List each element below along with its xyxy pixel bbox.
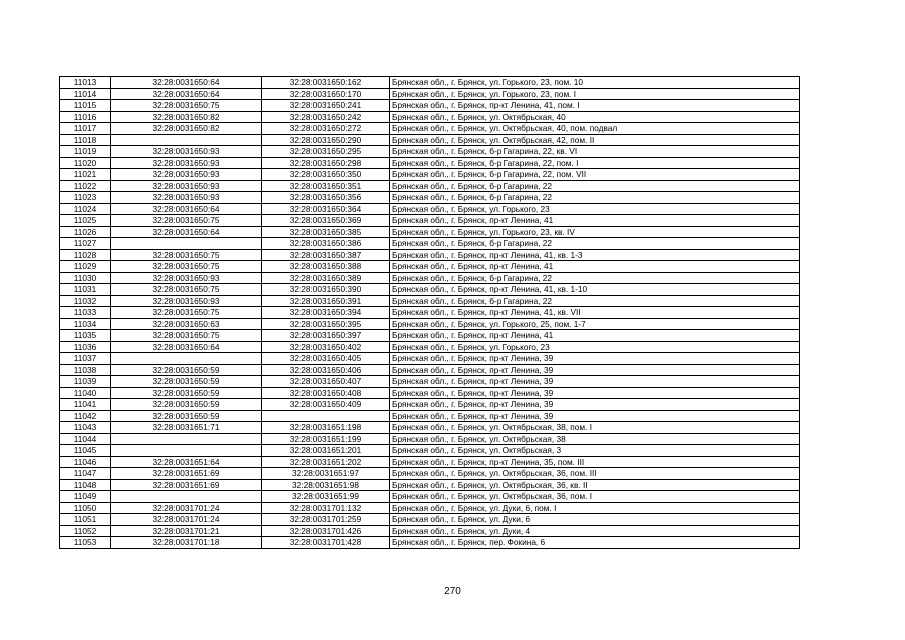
address-cell: Брянская обл., г. Брянск, пр-кт Ленина, 41 (390, 261, 800, 273)
row-number: 11015 (60, 100, 111, 112)
object-cadastral-number: 32:28:0031701:132 (262, 502, 390, 514)
table-row (60, 468, 800, 480)
land-cadastral-number (111, 353, 262, 365)
object-cadastral-number: 32:28:0031650:391 (262, 295, 390, 307)
address-cell: Брянская обл., г. Брянск, пр-кт Ленина, 39 (390, 399, 800, 411)
address-cell: Брянская обл., г. Брянск, ул. Горького, 23, пом. 10 (390, 77, 800, 89)
land-cadastral-number: 32:28:0031650:59 (111, 387, 262, 399)
address-cell: Брянская обл., г. Брянск, пр-кт Ленина, 41, пом. I (390, 100, 800, 112)
row-number: 11038 (60, 364, 111, 376)
row-number: 11022 (60, 180, 111, 192)
row-number: 11014 (60, 88, 111, 100)
row-number: 11023 (60, 192, 111, 204)
land-cadastral-number: 32:28:0031701:24 (111, 502, 262, 514)
address-cell: Брянская обл., г. Брянск, ул. Октябрьская, 38 (390, 433, 800, 445)
address-cell: Брянская обл., г. Брянск, ул. Горького, 23 (390, 341, 800, 353)
row-number: 11030 (60, 272, 111, 284)
land-cadastral-number: 32:28:0031650:63 (111, 318, 262, 330)
address-cell: Брянская обл., г. Брянск, ул. Горького, 23 (390, 203, 800, 215)
row-number: 11036 (60, 341, 111, 353)
object-cadastral-number: 32:28:0031650:295 (262, 146, 390, 158)
land-cadastral-number: 32:28:0031701:21 (111, 525, 262, 537)
address-cell: Брянская обл., г. Брянск, пер. Фокина, 6 (390, 537, 800, 549)
address-cell: Брянская обл., г. Брянск, ул. Октябрьская, 40 (390, 111, 800, 123)
table-row (60, 146, 800, 158)
address-cell: Брянская обл., г. Брянск, пр-кт Ленина, 35, пом. III (390, 456, 800, 468)
table-row (60, 88, 800, 100)
land-cadastral-number: 32:28:0031650:75 (111, 330, 262, 342)
address-cell: Брянская обл., г. Брянск, ул. Горького, 23, кв. IV (390, 226, 800, 238)
address-cell: Брянская обл., г. Брянск, ул. Дуки, 4 (390, 525, 800, 537)
object-cadastral-number: 32:28:0031701:428 (262, 537, 390, 549)
land-cadastral-number: 32:28:0031650:93 (111, 192, 262, 204)
address-cell: Брянская обл., г. Брянск, б-р Гагарина, 22, кв. VI (390, 146, 800, 158)
object-cadastral-number: 32:28:0031650:395 (262, 318, 390, 330)
object-cadastral-number (262, 410, 390, 422)
land-cadastral-number: 32:28:0031650:93 (111, 146, 262, 158)
row-number: 11032 (60, 295, 111, 307)
row-number: 11049 (60, 491, 111, 503)
row-number: 11016 (60, 111, 111, 123)
table-row (60, 479, 800, 491)
object-cadastral-number: 32:28:0031650:170 (262, 88, 390, 100)
row-number: 11035 (60, 330, 111, 342)
row-number: 11031 (60, 284, 111, 296)
address-cell: Брянская обл., г. Брянск, пр-кт Ленина, 39 (390, 410, 800, 422)
table-row (60, 157, 800, 169)
table-row (60, 318, 800, 330)
land-cadastral-number (111, 491, 262, 503)
object-cadastral-number: 32:28:0031650:364 (262, 203, 390, 215)
row-number: 11046 (60, 456, 111, 468)
land-cadastral-number: 32:28:0031651:69 (111, 468, 262, 480)
land-cadastral-number: 32:28:0031650:93 (111, 295, 262, 307)
address-cell: Брянская обл., г. Брянск, пр-кт Ленина, 39 (390, 387, 800, 399)
table-row (60, 272, 800, 284)
table-row (60, 100, 800, 112)
row-number: 11051 (60, 514, 111, 526)
address-cell: Брянская обл., г. Брянск, б-р Гагарина, 22 (390, 295, 800, 307)
table-row (60, 134, 800, 146)
object-cadastral-number: 32:28:0031651:97 (262, 468, 390, 480)
land-cadastral-number: 32:28:0031650:75 (111, 100, 262, 112)
object-cadastral-number: 32:28:0031650:386 (262, 238, 390, 250)
land-cadastral-number: 32:28:0031650:59 (111, 364, 262, 376)
row-number: 11050 (60, 502, 111, 514)
registry-table (59, 76, 800, 549)
table-row (60, 422, 800, 434)
address-cell: Брянская обл., г. Брянск, ул. Октябрьская, 42, пом. II (390, 134, 800, 146)
land-cadastral-number: 32:28:0031650:82 (111, 123, 262, 135)
address-cell: Брянская обл., г. Брянск, б-р Гагарина, 22, пом. VII (390, 169, 800, 181)
table-row (60, 226, 800, 238)
row-number: 11040 (60, 387, 111, 399)
row-number: 11037 (60, 353, 111, 365)
address-cell: Брянская обл., г. Брянск, пр-кт Ленина, 41, кв. 1-3 (390, 249, 800, 261)
land-cadastral-number: 32:28:0031651:64 (111, 456, 262, 468)
row-number: 11043 (60, 422, 111, 434)
object-cadastral-number: 32:28:0031650:387 (262, 249, 390, 261)
address-cell: Брянская обл., г. Брянск, пр-кт Ленина, 39 (390, 376, 800, 388)
object-cadastral-number: 32:28:0031650:350 (262, 169, 390, 181)
land-cadastral-number: 32:28:0031651:69 (111, 479, 262, 491)
row-number: 11044 (60, 433, 111, 445)
object-cadastral-number: 32:28:0031650:298 (262, 157, 390, 169)
land-cadastral-number: 32:28:0031650:64 (111, 226, 262, 238)
land-cadastral-number: 32:28:0031650:59 (111, 399, 262, 411)
object-cadastral-number: 32:28:0031650:406 (262, 364, 390, 376)
object-cadastral-number: 32:28:0031651:198 (262, 422, 390, 434)
row-number: 11052 (60, 525, 111, 537)
land-cadastral-number (111, 445, 262, 457)
address-cell: Брянская обл., г. Брянск, пр-кт Ленина, 41 (390, 330, 800, 342)
table-row (60, 433, 800, 445)
table-row (60, 387, 800, 399)
row-number: 11042 (60, 410, 111, 422)
table-row (60, 203, 800, 215)
object-cadastral-number: 32:28:0031701:259 (262, 514, 390, 526)
table-row (60, 295, 800, 307)
table-row (60, 353, 800, 365)
table-row (60, 307, 800, 319)
land-cadastral-number: 32:28:0031650:64 (111, 203, 262, 215)
object-cadastral-number: 32:28:0031650:409 (262, 399, 390, 411)
row-number: 11045 (60, 445, 111, 457)
address-cell: Брянская обл., г. Брянск, ул. Горького, 23, пом. I (390, 88, 800, 100)
address-cell: Брянская обл., г. Брянск, ул. Горького, 25, пом. 1-7 (390, 318, 800, 330)
address-cell: Брянская обл., г. Брянск, ул. Октябрьская, 38, пом. I (390, 422, 800, 434)
object-cadastral-number: 32:28:0031651:199 (262, 433, 390, 445)
address-cell: Брянская обл., г. Брянск, б-р Гагарина, 22 (390, 192, 800, 204)
row-number: 11028 (60, 249, 111, 261)
land-cadastral-number: 32:28:0031650:64 (111, 341, 262, 353)
table-row (60, 215, 800, 227)
row-number: 11025 (60, 215, 111, 227)
land-cadastral-number: 32:28:0031650:64 (111, 77, 262, 89)
land-cadastral-number (111, 433, 262, 445)
object-cadastral-number: 32:28:0031651:202 (262, 456, 390, 468)
row-number: 11048 (60, 479, 111, 491)
row-number: 11039 (60, 376, 111, 388)
table-row (60, 410, 800, 422)
row-number: 11053 (60, 537, 111, 549)
table-row (60, 330, 800, 342)
object-cadastral-number: 32:28:0031650:356 (262, 192, 390, 204)
object-cadastral-number: 32:28:0031651:201 (262, 445, 390, 457)
object-cadastral-number: 32:28:0031701:426 (262, 525, 390, 537)
table-row (60, 123, 800, 135)
land-cadastral-number (111, 134, 262, 146)
row-number: 11027 (60, 238, 111, 250)
table-row (60, 192, 800, 204)
table-row (60, 169, 800, 181)
row-number: 11024 (60, 203, 111, 215)
address-cell: Брянская обл., г. Брянск, пр-кт Ленина, 41, кв. 1-10 (390, 284, 800, 296)
row-number: 11026 (60, 226, 111, 238)
object-cadastral-number: 32:28:0031651:99 (262, 491, 390, 503)
registry-table-body (60, 77, 800, 549)
land-cadastral-number: 32:28:0031650:93 (111, 272, 262, 284)
land-cadastral-number: 32:28:0031650:82 (111, 111, 262, 123)
object-cadastral-number: 32:28:0031650:290 (262, 134, 390, 146)
land-cadastral-number: 32:28:0031650:93 (111, 157, 262, 169)
object-cadastral-number: 32:28:0031650:390 (262, 284, 390, 296)
land-cadastral-number (111, 238, 262, 250)
address-cell: Брянская обл., г. Брянск, ул. Октябрьская, 40, пом. подвал (390, 123, 800, 135)
address-cell: Брянская обл., г. Брянск, ул. Октябрьская, 36, пом. III (390, 468, 800, 480)
row-number: 11021 (60, 169, 111, 181)
address-cell: Брянская обл., г. Брянск, б-р Гагарина, 22 (390, 180, 800, 192)
address-cell: Брянская обл., г. Брянск, пр-кт Ленина, 41, кв. VII (390, 307, 800, 319)
row-number: 11020 (60, 157, 111, 169)
land-cadastral-number: 32:28:0031650:64 (111, 88, 262, 100)
land-cadastral-number: 32:28:0031650:59 (111, 410, 262, 422)
table-row (60, 491, 800, 503)
land-cadastral-number: 32:28:0031701:18 (111, 537, 262, 549)
object-cadastral-number: 32:28:0031650:385 (262, 226, 390, 238)
object-cadastral-number: 32:28:0031650:397 (262, 330, 390, 342)
table-row (60, 525, 800, 537)
object-cadastral-number: 32:28:0031650:389 (262, 272, 390, 284)
object-cadastral-number: 32:28:0031650:351 (262, 180, 390, 192)
table-row (60, 77, 800, 89)
page-number: 270 (444, 586, 461, 597)
object-cadastral-number: 32:28:0031650:241 (262, 100, 390, 112)
address-cell: Брянская обл., г. Брянск, ул. Октябрьская, 36, пом. I (390, 491, 800, 503)
object-cadastral-number: 32:28:0031650:242 (262, 111, 390, 123)
table-row (60, 284, 800, 296)
object-cadastral-number: 32:28:0031650:162 (262, 77, 390, 89)
table-row (60, 364, 800, 376)
address-cell: Брянская обл., г. Брянск, ул. Дуки, 6 (390, 514, 800, 526)
object-cadastral-number: 32:28:0031650:394 (262, 307, 390, 319)
table-row (60, 180, 800, 192)
object-cadastral-number: 32:28:0031650:405 (262, 353, 390, 365)
address-cell: Брянская обл., г. Брянск, пр-кт Ленина, 41 (390, 215, 800, 227)
table-row (60, 376, 800, 388)
row-number: 11029 (60, 261, 111, 273)
table-row (60, 445, 800, 457)
land-cadastral-number: 32:28:0031650:75 (111, 284, 262, 296)
row-number: 11013 (60, 77, 111, 89)
table-row (60, 249, 800, 261)
address-cell: Брянская обл., г. Брянск, пр-кт Ленина, 39 (390, 364, 800, 376)
address-cell: Брянская обл., г. Брянск, б-р Гагарина, 22 (390, 238, 800, 250)
table-row (60, 514, 800, 526)
object-cadastral-number: 32:28:0031650:388 (262, 261, 390, 273)
object-cadastral-number: 32:28:0031650:402 (262, 341, 390, 353)
row-number: 11047 (60, 468, 111, 480)
row-number: 11018 (60, 134, 111, 146)
object-cadastral-number: 32:28:0031650:408 (262, 387, 390, 399)
object-cadastral-number: 32:28:0031650:407 (262, 376, 390, 388)
land-cadastral-number: 32:28:0031651:71 (111, 422, 262, 434)
address-cell: Брянская обл., г. Брянск, б-р Гагарина, 22, пом. I (390, 157, 800, 169)
table-row (60, 261, 800, 273)
address-cell: Брянская обл., г. Брянск, б-р Гагарина, 22 (390, 272, 800, 284)
table-row (60, 399, 800, 411)
address-cell: Брянская обл., г. Брянск, ул. Дуки, 6, пом. I (390, 502, 800, 514)
land-cadastral-number: 32:28:0031650:75 (111, 249, 262, 261)
land-cadastral-number: 32:28:0031650:93 (111, 180, 262, 192)
land-cadastral-number: 32:28:0031650:93 (111, 169, 262, 181)
address-cell: Брянская обл., г. Брянск, ул. Октябрьская, 36, кв. II (390, 479, 800, 491)
row-number: 11041 (60, 399, 111, 411)
address-cell: Брянская обл., г. Брянск, пр-кт Ленина, 39 (390, 353, 800, 365)
row-number: 11017 (60, 123, 111, 135)
table-row (60, 537, 800, 549)
object-cadastral-number: 32:28:0031650:369 (262, 215, 390, 227)
land-cadastral-number: 32:28:0031650:75 (111, 307, 262, 319)
table-row (60, 238, 800, 250)
row-number: 11019 (60, 146, 111, 158)
table-row (60, 456, 800, 468)
row-number: 11034 (60, 318, 111, 330)
table-row (60, 111, 800, 123)
row-number: 11033 (60, 307, 111, 319)
object-cadastral-number: 32:28:0031651:98 (262, 479, 390, 491)
land-cadastral-number: 32:28:0031650:75 (111, 261, 262, 273)
address-cell: Брянская обл., г. Брянск, ул. Октябрьская, 3 (390, 445, 800, 457)
land-cadastral-number: 32:28:0031650:59 (111, 376, 262, 388)
table-row (60, 341, 800, 353)
table-row (60, 502, 800, 514)
land-cadastral-number: 32:28:0031701:24 (111, 514, 262, 526)
land-cadastral-number: 32:28:0031650:75 (111, 215, 262, 227)
object-cadastral-number: 32:28:0031650:272 (262, 123, 390, 135)
